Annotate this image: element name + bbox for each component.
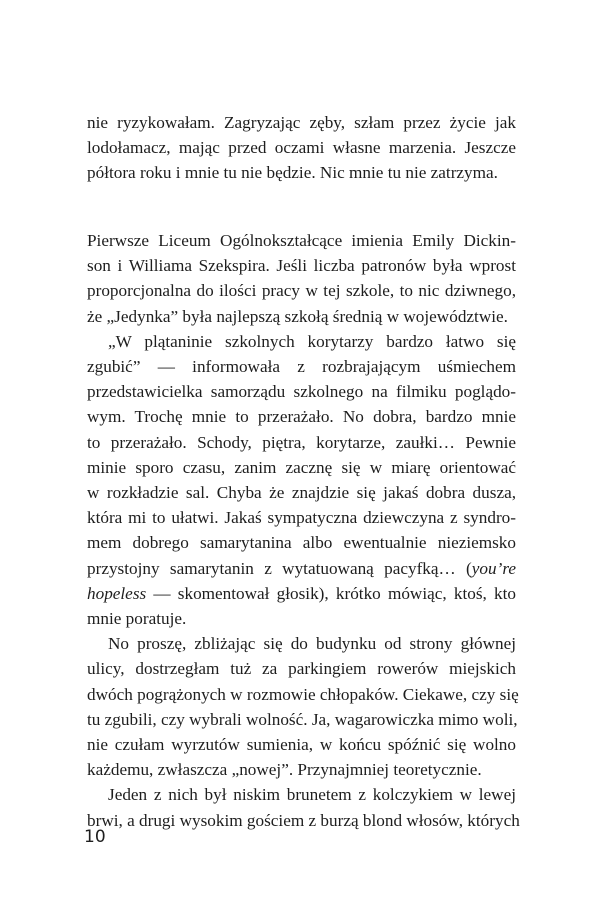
text-line: każdemu, zwłaszcza „nowej”. Przynajmniej teoretycznie. [87,760,482,780]
text-line: son i Williama Szekspira. Jeśli liczba patronów była wprost [87,256,516,276]
text-line: półtora roku i mnie tu nie będzie. Nic mnie tu nie zatrzyma. [87,163,498,183]
text-line: to przerażało. Schody, piętra, korytarze, zaułki… Pewnie [87,432,516,452]
text-line: ulicy, dostrzegłam tuż za parkingiem rowerów miejskich [87,659,516,679]
paragraph [87,110,516,186]
text-line: zgubić” — informowała z rozbrajającym uśmiechem [87,357,516,377]
text-line: proporcjonalna do ilości pracy w tej szkole, to nic dziwnego, [87,281,516,301]
italic-phrase: you’re [471,558,516,578]
text-line: „W plątaninie szkolnych korytarzy bardzo łatwo się [108,331,516,351]
text-line: brwi, a drugi wysokim gościem z burzą blond włosów, których [87,810,520,830]
page-number: 10 [84,827,106,847]
text-line: nie ryzykowałam. Zagryzając zęby, szłam przez życie jak [87,113,516,132]
text-line: Jeden z nich był niskim brunetem z kolczykiem w lewej [108,785,516,805]
text-line: No proszę, zbliżając się do budynku od strony głównej [108,634,516,654]
text-line: że „Jedynka” była najlepszą szkołą średnią w województwie. [87,306,508,326]
text-line: lodołamacz, mając przed oczami własne marzenia. Jeszcze [87,138,516,158]
paragraph [87,782,520,832]
text-line: wym. Trochę mnie to przerażało. No dobra, bardzo mnie [87,407,516,427]
text-line: mem dobrego samarytanina albo ewentualnie nieziemsko [87,533,516,553]
text-line-with-italic: przystojny samarytanin z wytatuowaną pacyfką… (you’re [87,558,516,578]
text-line: przedstawicielka samorządu szkolnego na filmiku poglądo- [87,382,516,402]
italic-phrase: hopeless [87,583,147,603]
text-line: mnie poratuje. [87,609,187,629]
text-line: Pierwsze Liceum Ogólnokształcące imienia Emily Dickin- [87,231,516,250]
paragraph [87,631,519,782]
text-line: która mi to ułatwi. Jakaś sympatyczna dziewczyna z syndro- [87,508,516,528]
top-paragraph [87,110,516,186]
text-line-with-italic: hopeless — skomentował głosik), krótko mówiąc, ktoś, kto [87,583,516,603]
paragraph [87,329,516,631]
text-line: nie czułam wyrzutów sumienia, w końcu spóźnić się wolno [87,735,516,755]
text-line: minie sporo czasu, zanim zacznę się w miarę orientować [87,457,516,477]
main-text [87,228,520,833]
paragraph [87,228,516,329]
text-line: dwóch pogrążonych w rozmowie chłopaków. Ciekawe, czy się [87,684,519,704]
text-line: w rozkładzie sal. Chyba że znajdzie się jakaś dobra dusza, [87,483,516,503]
text-line: tu zgubili, czy wybrali wolność. Ja, wagarowiczka mimo woli, [87,709,518,729]
